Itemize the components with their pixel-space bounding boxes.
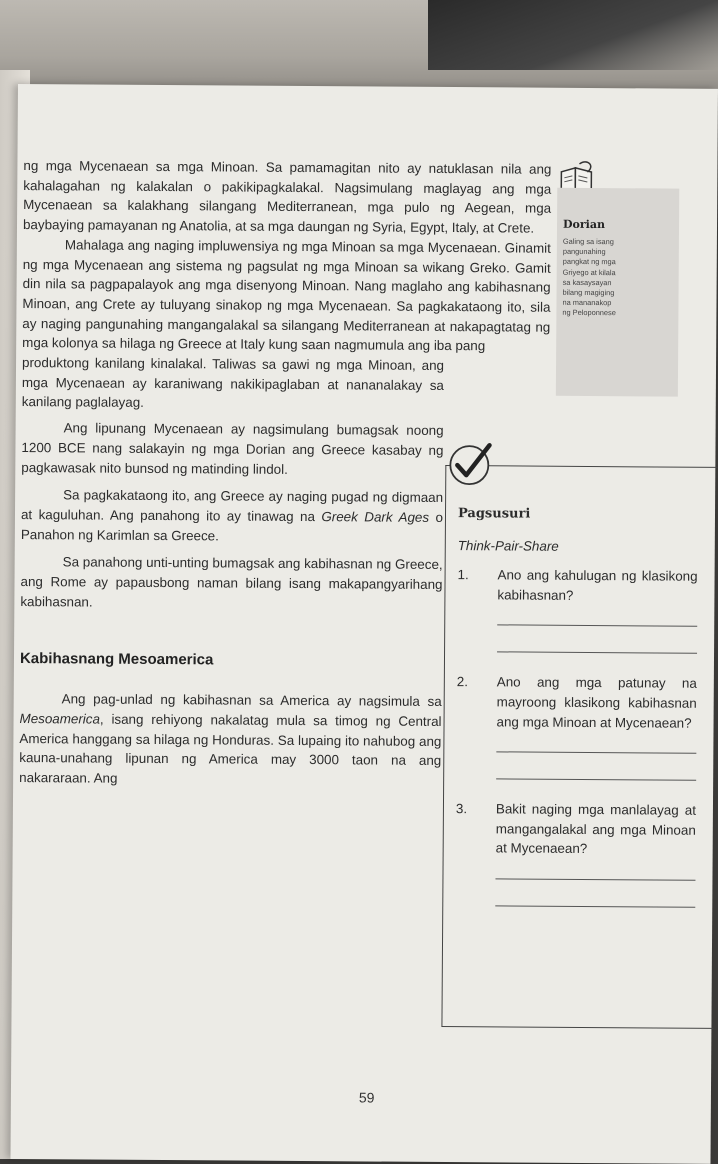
question-2: [456, 672, 715, 733]
question-number: 3.: [455, 801, 468, 817]
definition-line: Griyego at kilala: [562, 267, 616, 277]
text-line: Nagsimulang maglayag ang mga Mycenaean sa kalakhang silangang: [23, 179, 552, 215]
text-line: , isang rehiyong: [99, 711, 203, 728]
pagsusuri-box: [441, 465, 717, 1029]
paragraph-4: [21, 485, 443, 547]
answer-line[interactable]: [496, 752, 696, 754]
text-line: Minoan, ang Crete ay tuluyang sinakop ng mga Mycenaean. Sa: [22, 295, 413, 314]
book-page: [10, 84, 717, 1164]
vocabulary-sidebar: [556, 188, 679, 397]
definition-line: na mananakop: [562, 298, 612, 308]
paragraph-3: [21, 418, 443, 480]
paragraph-1: [23, 156, 552, 238]
text-line: Ang pag-unlad ng kabihasnan sa America: [61, 691, 330, 709]
text-line: nakikipaglaban at nananalakay sa kanilang: [21, 376, 444, 410]
text-line: nakalatag mula sa timog ng Central America: [19, 712, 442, 746]
text-line: nito bunsod ng matinding lindol.: [99, 460, 288, 477]
checkmark-icon: [445, 439, 497, 492]
text-line: ito ay tinawag na: [206, 508, 322, 525]
mesoamerica-term: Mesoamerica: [19, 710, 100, 727]
text-line: bumagsak noong 1200 BCE nang salakayin ng: [21, 422, 444, 457]
question-number: 1.: [457, 567, 469, 583]
question-text: Ano ang kahulugan ng klasikong kabihasnan?: [497, 567, 698, 603]
answer-line[interactable]: [496, 779, 696, 781]
text-line: mga Dorian ang Greece kasabay ng pagkawasak: [21, 441, 444, 476]
section-heading: Kabihasnang Mesoamerica: [19, 650, 214, 669]
sidebar-definition: [562, 237, 673, 319]
text-line: naman bilang isang makapangyarihang: [196, 575, 443, 593]
definition-line: pangunahing: [562, 247, 606, 257]
text-line: Mahalaga ang naging impluwensiya ng mga Minoan sa mga: [64, 237, 424, 255]
narrow-text-block: [19, 353, 444, 791]
pagsusuri-subtitle: Think-Pair-Share: [457, 537, 559, 554]
text-line: pugad ng digmaan at kaguluhan. Ang panahong: [20, 489, 444, 524]
paragraph-2-cont: [22, 353, 444, 415]
background-desk: [0, 0, 718, 95]
answer-line[interactable]: [497, 652, 697, 654]
text-line: pagkakataong ito, sila ay naging pangunahing mangangalakal: [22, 298, 551, 333]
text-line: sa silangang Mediterranean at nakapagtatag ng mga kolonya: [22, 317, 551, 351]
text-line: ng mga Minoan sa wikang Greko. Gamit din nila sa pagpapalayok: [22, 258, 551, 293]
definition-line: ng Peloponnese: [562, 308, 616, 318]
sidebar-term: Dorian: [562, 217, 606, 232]
text-line: hanggang sa hilaga ng Honduras. Sa lupaing: [72, 730, 342, 748]
text-line: ng Anatolia, at sa mga daungan ng Syria, Egypt, Italy, at Crete.: [161, 218, 535, 236]
text-line: kabihasnan.: [20, 593, 93, 610]
definition-line: sa kasaysayan: [562, 277, 612, 287]
text-line: mga Minoan, ang mga Mycenaean ay karaniwang: [21, 357, 445, 392]
text-line: produktong kanilang kinalakal. Taliwas sa gawi ng: [22, 355, 331, 373]
text-line: ay nagsimula sa: [336, 693, 442, 710]
text-line: sa hilaga ng Greece at Italy kung saan nagmumula ang iba pang: [101, 335, 486, 354]
text-line: kabihasnan ng Greece, ang Rome ay papausbong: [20, 556, 443, 591]
answer-line[interactable]: [495, 878, 695, 880]
question-number: 2.: [456, 674, 469, 690]
text-line: ito nahubog ang kauna-unahang lipunan ng: [19, 732, 442, 767]
paragraph-6: [19, 689, 442, 790]
text-line: Karimlan sa Greece.: [96, 527, 219, 544]
text-line: America may 3000 taon na ang nakararaan. Ang: [19, 751, 442, 786]
question-1: [457, 565, 716, 606]
answer-line[interactable]: [497, 625, 697, 627]
text-line: Sa pagkakataong ito, ang Greece ay naging: [63, 487, 328, 505]
page-number: 59: [358, 1089, 375, 1106]
text-line: paglalayag.: [75, 394, 144, 411]
text-line: ng mga Mycenaean sa mga Minoan. Sa pamamagitan nito ay: [23, 158, 422, 176]
text-line: o Panahon ng: [20, 509, 444, 543]
text-line: Ang lipunang Mycenaean ay nagsimulang: [63, 420, 329, 438]
greek-dark-ages-term: Greek Dark Ages: [321, 509, 430, 525]
text-line: Sa panahong unti-unting bumagsak ang: [62, 554, 301, 572]
text-line: natuklasan nila ang kahalagahan ng kalakalan o pakikipagkalakal.: [23, 160, 552, 195]
question-3: [456, 799, 715, 860]
pagsusuri-title: Pagsusuri: [457, 506, 531, 522]
text-line: Mycenaean. Ginamit ng mga Mycenaean ang sistema ng pagsulat: [22, 239, 551, 274]
definition-line: bilang magiging: [562, 287, 615, 298]
definition-line: Galing sa isang: [562, 236, 614, 247]
question-text: Ano ang mga patunay na mayroong klasikong kabihasnan ang mga Minoan at Mycenaean?: [496, 674, 697, 731]
answer-line[interactable]: [495, 905, 695, 907]
question-text: Bakit naging mga manlalayag at mangangalakal ang mga Minoan at Mycenaean?: [495, 801, 696, 857]
text-line: ang mga disenyong Minoan. Nang maglaho ang kabihasnang: [178, 277, 551, 295]
paragraph-2: [22, 235, 551, 357]
text-line: Mediterranean, mga pulo ng Aegean, mga baybaying pamayanan: [22, 199, 552, 234]
definition-line: pangkat ng mga: [562, 257, 616, 267]
paragraph-5: [20, 552, 442, 614]
